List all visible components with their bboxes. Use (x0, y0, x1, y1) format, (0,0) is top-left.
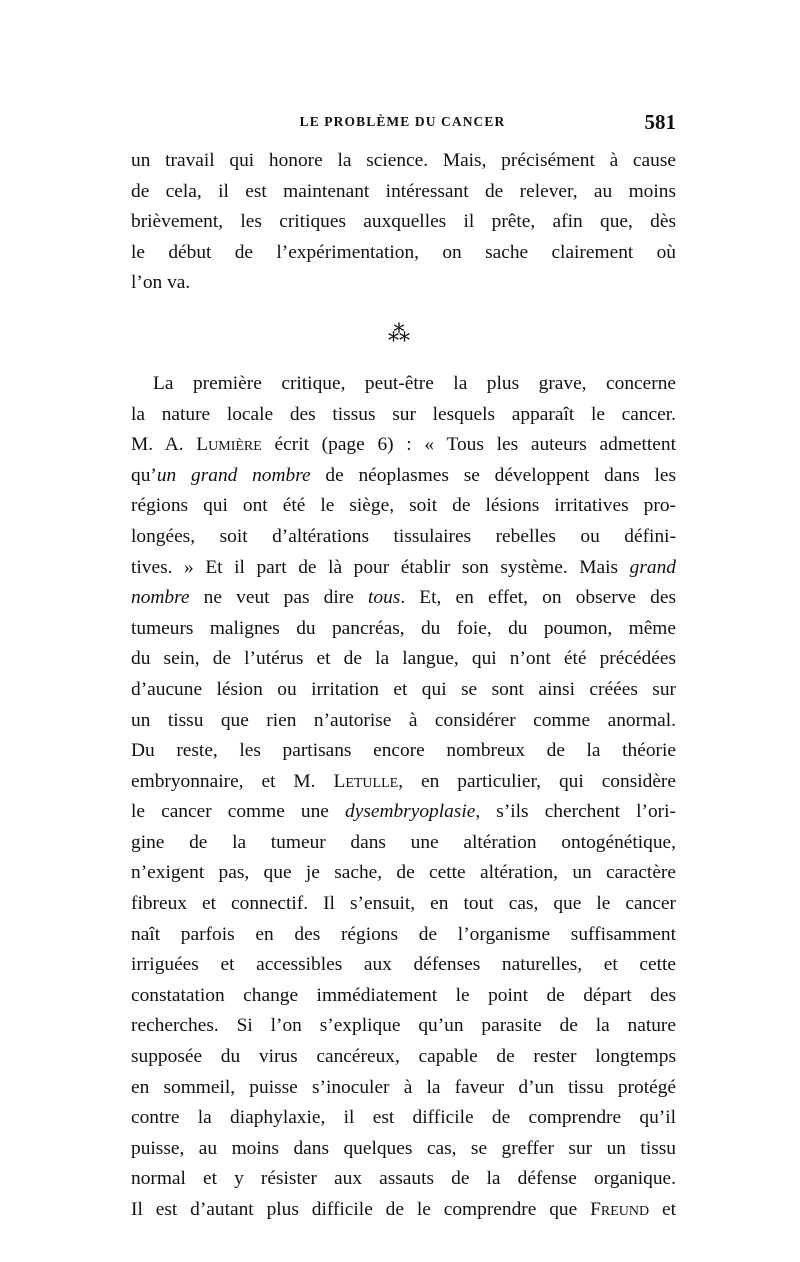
paragraph-1 (131, 146, 676, 299)
emphasis: grand (629, 556, 676, 578)
text-line: longées, soit d’altérations tissulaires rebelles ou défini- (131, 525, 676, 547)
text-run: Il est d’autant plus difficile de le comprendre que (131, 1199, 591, 1220)
text-line: l’on va. (131, 272, 191, 294)
text-line: d’aucune lésion ou irritation et qui se sont ainsi créées sur (131, 678, 676, 700)
text-line: contre la diaphylaxie, il est difficile de comprendre qu’il (131, 1107, 676, 1129)
text-run: embryonnaire, et M. (131, 770, 334, 792)
text-line: naît parfois en des régions de l’organisme suffisamment (131, 923, 676, 945)
text-line: de cela, il est maintenant intéressant de relever, au moins (131, 180, 676, 202)
text-line: puisse, au moins dans quelques cas, se greffer sur un tissu (131, 1137, 676, 1159)
text-run: de néoplasmes se développent dans les (310, 464, 677, 486)
text-run: le cancer comme une (131, 801, 346, 823)
asterism-glyph: ⁂ (388, 321, 410, 347)
text-line: la nature locale des tissus sur lesquels apparaît le cancer. (131, 403, 676, 425)
running-title: LE PROBLÈME DU CANCER (299, 114, 506, 129)
text-run: tives. » Et il part de là pour établir son système. Mais (131, 556, 630, 578)
emphasis: un grand nombre (156, 464, 311, 486)
text-run: ne veut pas dire (189, 587, 368, 609)
text-run: , s’ils cherchent l’ori- (475, 801, 676, 823)
author-name: Lumière (196, 434, 262, 456)
text-line: irriguées et accessibles aux défenses naturelles, et cette (131, 954, 676, 976)
text-run: qu’ (131, 464, 157, 486)
text-line: constatation change immédiatement le point de départ des (131, 984, 676, 1006)
text-line (131, 583, 676, 614)
text-line (131, 461, 676, 492)
section-break (131, 299, 676, 369)
body-text (131, 146, 676, 1226)
text-line: un tissu que rien n’autorise à considérer comme anormal. (131, 709, 676, 731)
text-line: régions qui ont été le siège, soit de lésions irritatives pro- (131, 495, 676, 517)
text-line: normal et y résister aux assauts de la défense organique. (131, 1168, 676, 1190)
text-line: le début de l’expérimentation, on sache clairement où (131, 241, 676, 263)
text-line (131, 797, 676, 828)
text-line: fibreux et connectif. Il s’ensuit, en tout cas, que le cancer (131, 893, 676, 915)
running-head (129, 110, 676, 138)
text-line: du sein, de l’utérus et de la langue, qui n’ont été précédées (131, 648, 676, 670)
text-line (131, 1195, 676, 1226)
text-line (131, 767, 676, 798)
emphasis: dysembryoplasie (345, 801, 476, 823)
text-line: n’exigent pas, que je sache, de cette altération, un caractère (131, 862, 676, 884)
text-run: écrit (page 6) : « Tous les auteurs admettent (261, 434, 676, 456)
text-run: et (649, 1199, 677, 1220)
emphasis: nombre (131, 587, 190, 609)
text-line: brièvement, les critiques auxquelles il prête, afin que, dès (131, 211, 676, 233)
text-line: gine de la tumeur dans une altération ontogénétique, (131, 831, 676, 853)
author-name: Freund (590, 1199, 650, 1220)
text-line (131, 430, 676, 461)
asterism-ornament (131, 319, 676, 349)
text-run: M. A. (131, 434, 197, 456)
text-line: recherches. Si l’on s’explique qu’un parasite de la nature (131, 1015, 676, 1037)
text-line: tumeurs malignes du pancréas, du foie, du poumon, même (131, 617, 676, 639)
text-run: , en particulier, qui considère (398, 770, 676, 792)
text-line (131, 553, 676, 584)
paragraph-2 (131, 369, 676, 1226)
emphasis: tous (367, 587, 401, 609)
text-line: en sommeil, puisse s’inoculer à la faveur d’un tissu protégé (131, 1076, 676, 1098)
text-line: La première critique, peut-être la plus grave, concerne (153, 372, 676, 394)
text-line: supposée du virus cancéreux, capable de rester longtemps (131, 1046, 676, 1068)
page-number: 581 (644, 110, 676, 134)
author-name: Letulle (333, 770, 399, 792)
text-line: un travail qui honore la science. Mais, précisément à cause (131, 150, 676, 171)
text-run: . Et, en effet, on observe des (400, 587, 677, 609)
text-line: Du reste, les partisans encore nombreux de la théorie (131, 740, 676, 762)
